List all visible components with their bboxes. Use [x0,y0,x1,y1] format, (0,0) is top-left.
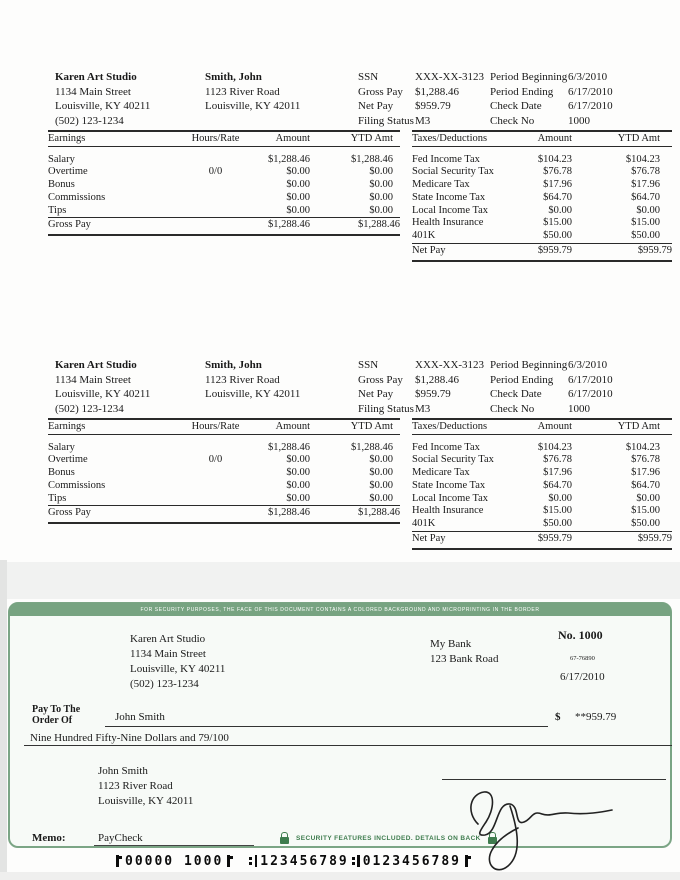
earnings-table [48,418,400,524]
employee-street: 1123 River Road [205,373,280,386]
security-band-text: FOR SECURITY PURPOSES, THE FACE OF THIS DOCUMENT CONTAINS A COLORED BACKGROUND AND MICROPRINTING IN THE BORDER [140,606,540,613]
micr-onus-symbol [226,855,233,867]
net-pay-value: $959.79 [415,100,451,112]
pay-stub [0,356,680,556]
payee-name: John Smith [115,711,165,723]
gross-pay-value: $1,288.46 [415,373,459,386]
table-row: Fed Income Tax $104.23 $104.23 [412,153,660,165]
security-band [9,603,671,616]
signature-line [442,779,666,780]
memo-value: PayCheck [98,832,143,844]
check-date: 6/17/2010 [560,671,605,683]
net-pay-amount: $959.79 [512,244,572,261]
bank-block [430,637,498,667]
employee-address-block [205,358,300,402]
net-pay-row [412,244,672,261]
employer-address-block [55,70,150,128]
payer-city: Louisville, KY 40211 [130,663,226,675]
period-ending-label: Period Ending [490,85,554,98]
net-pay-ytd: $959.79 [572,244,672,261]
ssn-value: XXX-XX-3123 [415,359,485,371]
period-info-values [568,70,613,128]
tax-amount-col-header: Amount [512,419,572,435]
earnings-col-header: Earnings [48,419,178,435]
micr-onus-symbol [115,855,122,867]
table-row: Overtime 0/0 $0.00 $0.00 [48,454,393,466]
employer-city: Louisville, KY 40211 [55,100,151,112]
net-pay-ytd: $959.79 [572,532,672,549]
net-pay-row [412,532,672,549]
micr-transit-symbol [352,855,360,867]
padlock-icon [280,837,289,844]
period-beginning-label: Period Beginning [490,71,568,83]
period-ending-value: 6/17/2010 [568,373,613,386]
check-no-value: 1000 [568,402,590,415]
check-number: No. 1000 [558,628,603,642]
tax-amount-col-header: Amount [512,131,572,147]
check-payer-block [130,632,225,692]
gross-pay-ytd: $1,288.46 [310,506,400,523]
period-info-values [568,358,613,416]
payee-address-block [98,764,193,809]
check-date-value: 6/17/2010 [568,388,613,400]
check-date-label: Check Date [490,388,542,400]
net-pay-total-label: Net Pay [412,244,512,261]
table-row: Health Insurance $15.00 $15.00 [412,505,660,517]
tax-ytd-col-header: YTD Amt [572,131,672,147]
period-beginning-value: 6/3/2010 [568,71,608,83]
pay-info-labels [358,358,414,416]
table-row: 401K $50.00 $50.00 [412,230,660,242]
gross-pay-total-label: Gross Pay [48,218,178,235]
employee-street: 1123 River Road [205,85,280,98]
hours-rate-col-header: Hours/Rate [178,419,253,435]
micr-line [112,853,474,869]
table-row: Social Security Tax $76.78 $76.78 [412,166,660,178]
period-info-labels [490,70,567,128]
gross-pay-amount: $1,288.46 [253,506,310,523]
net-pay-label: Net Pay [358,100,394,112]
bank-name: My Bank [430,638,472,650]
gross-pay-value: $1,288.46 [415,85,459,98]
payer-street: 1134 Main Street [130,648,206,660]
employer-street: 1134 Main Street [55,373,131,386]
amount-col-header: Amount [253,419,310,435]
table-row: Tips $0.00 $0.00 [48,204,393,216]
check-no-label: Check No [490,114,535,127]
dollar-sign: $ [555,711,561,723]
employer-phone: (502) 123-1234 [55,402,124,415]
routing-fraction: 67-76890 [570,655,595,662]
employee-name: Smith, John [205,359,262,371]
table-row: Tips $0.00 $0.00 [48,492,393,504]
taxes-col-header: Taxes/Deductions [412,131,512,147]
check-no-label: Check No [490,402,535,415]
taxes-header-row [412,131,672,147]
payee-addr-street: 1123 River Road [98,780,173,792]
scan-shadow-band [0,562,680,599]
bank-address: 123 Bank Road [430,653,499,665]
period-info-labels [490,358,567,416]
table-row: Commissions $0.00 $0.00 [48,479,393,491]
gross-pay-label: Gross Pay [358,373,403,386]
net-pay-amount: $959.79 [512,532,572,549]
micr-digits: 123456789 [260,853,349,869]
pay-info-labels [358,70,414,128]
payer-phone: (502) 123-1234 [130,678,199,690]
table-row: Medicare Tax $17.96 $17.96 [412,467,660,479]
net-pay-value: $959.79 [415,388,451,400]
table-row: State Income Tax $64.70 $64.70 [412,479,660,491]
micr-digits: 00000 1000 [125,853,224,869]
table-row: Social Security Tax $76.78 $76.78 [412,454,660,466]
gross-pay-row [48,218,400,235]
earnings-header-row [48,419,400,435]
check [8,602,672,848]
employee-city: Louisville, KY 42011 [205,388,301,400]
amount-col-header: Amount [253,131,310,147]
employee-city: Louisville, KY 42011 [205,100,301,112]
gross-pay-label: Gross Pay [358,85,403,98]
gross-pay-total-label: Gross Pay [48,506,178,523]
table-row: Local Income Tax $0.00 $0.00 [412,492,660,504]
ytd-amt-col-header: YTD Amt [310,131,400,147]
check-date-value: 6/17/2010 [568,100,613,112]
table-row: Overtime 0/0 $0.00 $0.00 [48,166,393,178]
earnings-col-header: Earnings [48,131,178,147]
ssn-label: SSN [358,71,379,83]
earnings-table [48,130,400,236]
employer-city: Louisville, KY 40211 [55,388,151,400]
pay-stub [0,68,680,268]
period-ending-label: Period Ending [490,373,554,386]
payer-name: Karen Art Studio [130,633,206,645]
earnings-header-row [48,131,400,147]
employee-address-block [205,70,300,114]
employer-street: 1134 Main Street [55,85,131,98]
employee-name: Smith, John [205,71,262,83]
filing-status-label: Filing Status [358,114,414,127]
ssn-label: SSN [358,359,379,371]
taxes-col-header: Taxes/Deductions [412,419,512,435]
table-row: 401K $50.00 $50.00 [412,518,660,530]
net-pay-total-label: Net Pay [412,532,512,549]
taxes-header-row [412,419,672,435]
table-row: Bonus $0.00 $0.00 [48,179,393,191]
table-row: Salary $1,288.46 $1,288.46 [48,153,393,165]
gross-pay-amount: $1,288.46 [253,218,310,235]
gross-pay-ytd: $1,288.46 [310,218,400,235]
taxes-deductions-table [412,130,672,262]
table-row: Fed Income Tax $104.23 $104.23 [412,441,660,453]
micr-digits: 0123456789 [362,853,462,869]
employer-address-block [55,358,150,416]
period-ending-value: 6/17/2010 [568,85,613,98]
table-row: Local Income Tax $0.00 $0.00 [412,204,660,216]
table-row: Salary $1,288.46 $1,288.46 [48,441,393,453]
payee-addr-city: Louisville, KY 42011 [98,795,194,807]
memo-label: Memo: [32,832,66,844]
period-beginning-value: 6/3/2010 [568,359,608,371]
amount-in-words: Nine Hundred Fifty-Nine Dollars and 79/100 [30,732,229,744]
signature [452,782,632,874]
period-beginning-label: Period Beginning [490,359,568,371]
gross-pay-row [48,506,400,523]
taxes-deductions-table [412,418,672,550]
ytd-amt-col-header: YTD Amt [310,419,400,435]
employer-phone: (502) 123-1234 [55,114,124,127]
filing-status-value: M3 [415,402,431,415]
check-no-value: 1000 [568,114,590,127]
pay-info-values [415,70,484,128]
employer-name: Karen Art Studio [55,359,137,371]
table-row: State Income Tax $64.70 $64.70 [412,191,660,203]
employer-name: Karen Art Studio [55,71,137,83]
micr-transit-symbol [249,855,257,867]
hours-rate-col-header: Hours/Rate [178,131,253,147]
ssn-value: XXX-XX-3123 [415,71,485,83]
scan-edge-left [0,560,7,880]
tax-ytd-col-header: YTD Amt [572,419,672,435]
table-row: Health Insurance $15.00 $15.00 [412,217,660,229]
table-row: Bonus $0.00 $0.00 [48,467,393,479]
pay-to-the-order-of-label: Pay To The Order Of [32,704,81,726]
filing-status-value: M3 [415,114,431,127]
payee-line [105,708,548,727]
pay-info-values [415,358,484,416]
check-date-label: Check Date [490,100,542,112]
filing-status-label: Filing Status [358,402,414,415]
table-row: Medicare Tax $17.96 $17.96 [412,179,660,191]
net-pay-label: Net Pay [358,388,394,400]
check-amount-numeric: **959.79 [575,711,617,723]
security-note-text: SECURITY FEATURES INCLUDED. DETAILS ON BACK [296,835,481,842]
table-row: Commissions $0.00 $0.00 [48,191,393,203]
payee-addr-name: John Smith [98,765,148,777]
